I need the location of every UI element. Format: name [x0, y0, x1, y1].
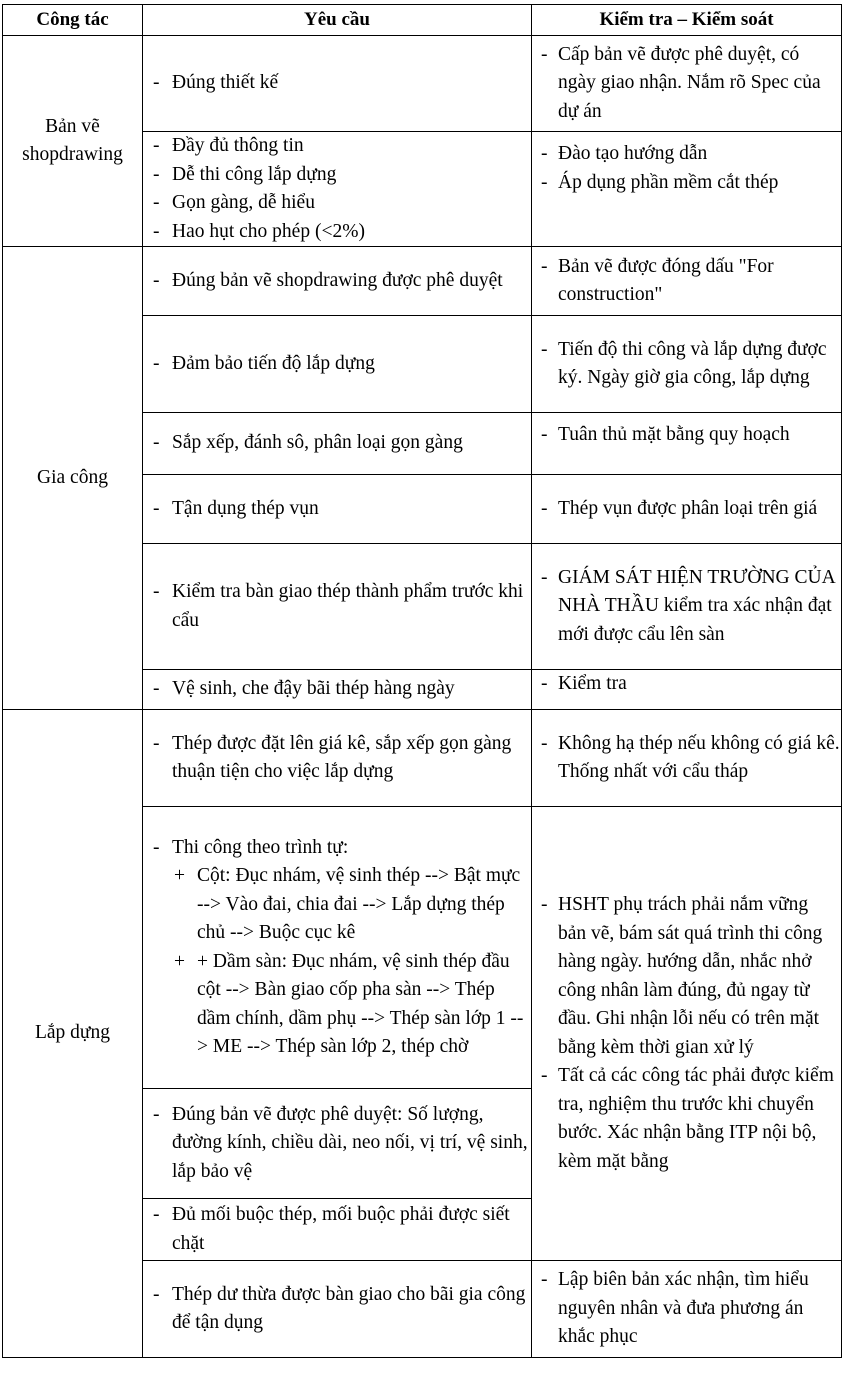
list-item: - Tiến độ thi công và lắp dựng được ký. Ngày giờ gia công, lắp dựng	[532, 336, 841, 393]
check-cell	[532, 475, 842, 544]
quality-control-table	[2, 4, 842, 1358]
requirement-cell	[143, 413, 532, 475]
requirement-cell	[143, 475, 532, 544]
list-item: - Cấp bản vẽ được phê duyệt, có ngày giao nhận. Nắm rõ Spec của dự án	[532, 41, 841, 127]
table-row	[3, 247, 842, 316]
sub-list-item: + Cột: Đục nhám, vệ sinh thép --> Bật mực --> Vào đai, chia đai --> Lắp dựng thép chủ --> Buộc cục kê	[172, 862, 531, 948]
requirement-cell	[143, 316, 532, 413]
list-item: - Áp dụng phần mềm cắt thép	[532, 169, 841, 198]
list-item	[143, 834, 531, 1062]
list-item: - Bản vẽ được đóng dấu "For construction"	[532, 253, 841, 310]
list-item: - Kiểm tra	[532, 670, 841, 699]
requirement-cell	[143, 36, 532, 132]
list-item: - GIÁM SÁT HIỆN TRƯỜNG CỦA NHÀ THẦU kiểm tra xác nhận đạt mới được cẩu lên sàn	[532, 564, 841, 650]
list-item: - Không hạ thép nếu không có giá kê. Thống nhất với cẩu tháp	[532, 730, 841, 787]
list-item: - Sắp xếp, đánh sô, phân loại gọn gàng	[143, 429, 531, 458]
requirement-cell	[143, 807, 532, 1089]
check-cell	[532, 247, 842, 316]
list-item: - Lập biên bản xác nhận, tìm hiểu nguyên nhân và đưa phương án khắc phục	[532, 1266, 841, 1352]
requirement-cell	[143, 132, 532, 247]
list-item: - Đủ mối buộc thép, mối buộc phải được siết chặt	[143, 1201, 531, 1258]
list-item: - Tuân thủ mặt bằng quy hoạch	[532, 421, 841, 450]
requirement-cell	[143, 1089, 532, 1199]
check-cell	[532, 132, 842, 247]
list-item: - Tất cả các công tác phải được kiểm tra, nghiệm thu trước khi chuyển bước. Xác nhận bằng ITP nội bộ, kèm mặt bằng	[532, 1062, 841, 1176]
table-row	[3, 36, 842, 132]
check-cell	[532, 710, 842, 807]
list-item: - Thép được đặt lên giá kê, sắp xếp gọn gàng thuận tiện cho việc lắp dựng	[143, 730, 531, 787]
header-check: Kiểm tra – Kiểm soát	[532, 5, 842, 36]
check-cell	[532, 544, 842, 670]
list-item: - Vệ sinh, che đậy bãi thép hàng ngày	[143, 675, 531, 704]
header-requirement: Yêu cầu	[143, 5, 532, 36]
list-item: - Thép vụn được phân loại trên giá	[532, 495, 841, 524]
sequence-title: Thi công theo trình tự:	[172, 836, 349, 858]
task-cell: Lắp dựng	[3, 710, 143, 1358]
list-item: - Kiểm tra bàn giao thép thành phẩm trước khi cẩu	[143, 578, 531, 635]
header-row	[3, 5, 842, 36]
list-item: - Đảm bảo tiến độ lắp dựng	[143, 350, 531, 379]
list-item: - Đầy đủ thông tin	[143, 132, 531, 161]
requirement-cell	[143, 1199, 532, 1261]
task-cell: Gia công	[3, 247, 143, 710]
list-item: - Đúng thiết kế	[143, 69, 531, 98]
list-item: - Dễ thi công lắp dựng	[143, 161, 531, 190]
requirement-cell	[143, 710, 532, 807]
list-item: - Gọn gàng, dễ hiểu	[143, 189, 531, 218]
list-item: - HSHT phụ trách phải nắm vững bản vẽ, bám sát quá trình thi công hàng ngày. hướng dẫn, nhắc nhở công nhân làm đúng, đủ ngay từ đầu. Ghi nhận lỗi nếu có trên mặt bằng kèm thời gian xử lý	[532, 891, 841, 1062]
header-task: Công tác	[3, 5, 143, 36]
requirement-cell	[143, 247, 532, 316]
sub-list-item: + + Dầm sàn: Đục nhám, vệ sinh thép đầu cột --> Bàn giao cốp pha sàn --> Thép dầm chính, dầm phụ --> Thép sàn lớp 1 --> ME --> Thép sàn lớp 2, thép chờ	[172, 948, 531, 1062]
requirement-cell	[143, 1261, 532, 1358]
check-cell	[532, 807, 842, 1261]
list-item: - Thép dư thừa được bàn giao cho bãi gia công để tận dụng	[143, 1281, 531, 1338]
check-cell	[532, 670, 842, 710]
list-item: - Đúng bản vẽ shopdrawing được phê duyệt	[143, 267, 531, 296]
list-item: - Hao hụt cho phép (<2%)	[143, 218, 531, 247]
table-row	[3, 710, 842, 807]
list-item: - Đào tạo hướng dẫn	[532, 140, 841, 169]
check-cell	[532, 36, 842, 132]
requirement-cell	[143, 544, 532, 670]
check-cell	[532, 413, 842, 475]
check-cell	[532, 1261, 842, 1358]
check-cell	[532, 316, 842, 413]
task-cell: Bản vẽ shopdrawing	[3, 36, 143, 247]
requirement-cell	[143, 670, 532, 710]
list-item: - Đúng bản vẽ được phê duyệt: Số lượng, đường kính, chiều dài, neo nối, vị trí, vệ sinh, lắp bảo vệ	[143, 1101, 531, 1187]
list-item: - Tận dụng thép vụn	[143, 495, 531, 524]
